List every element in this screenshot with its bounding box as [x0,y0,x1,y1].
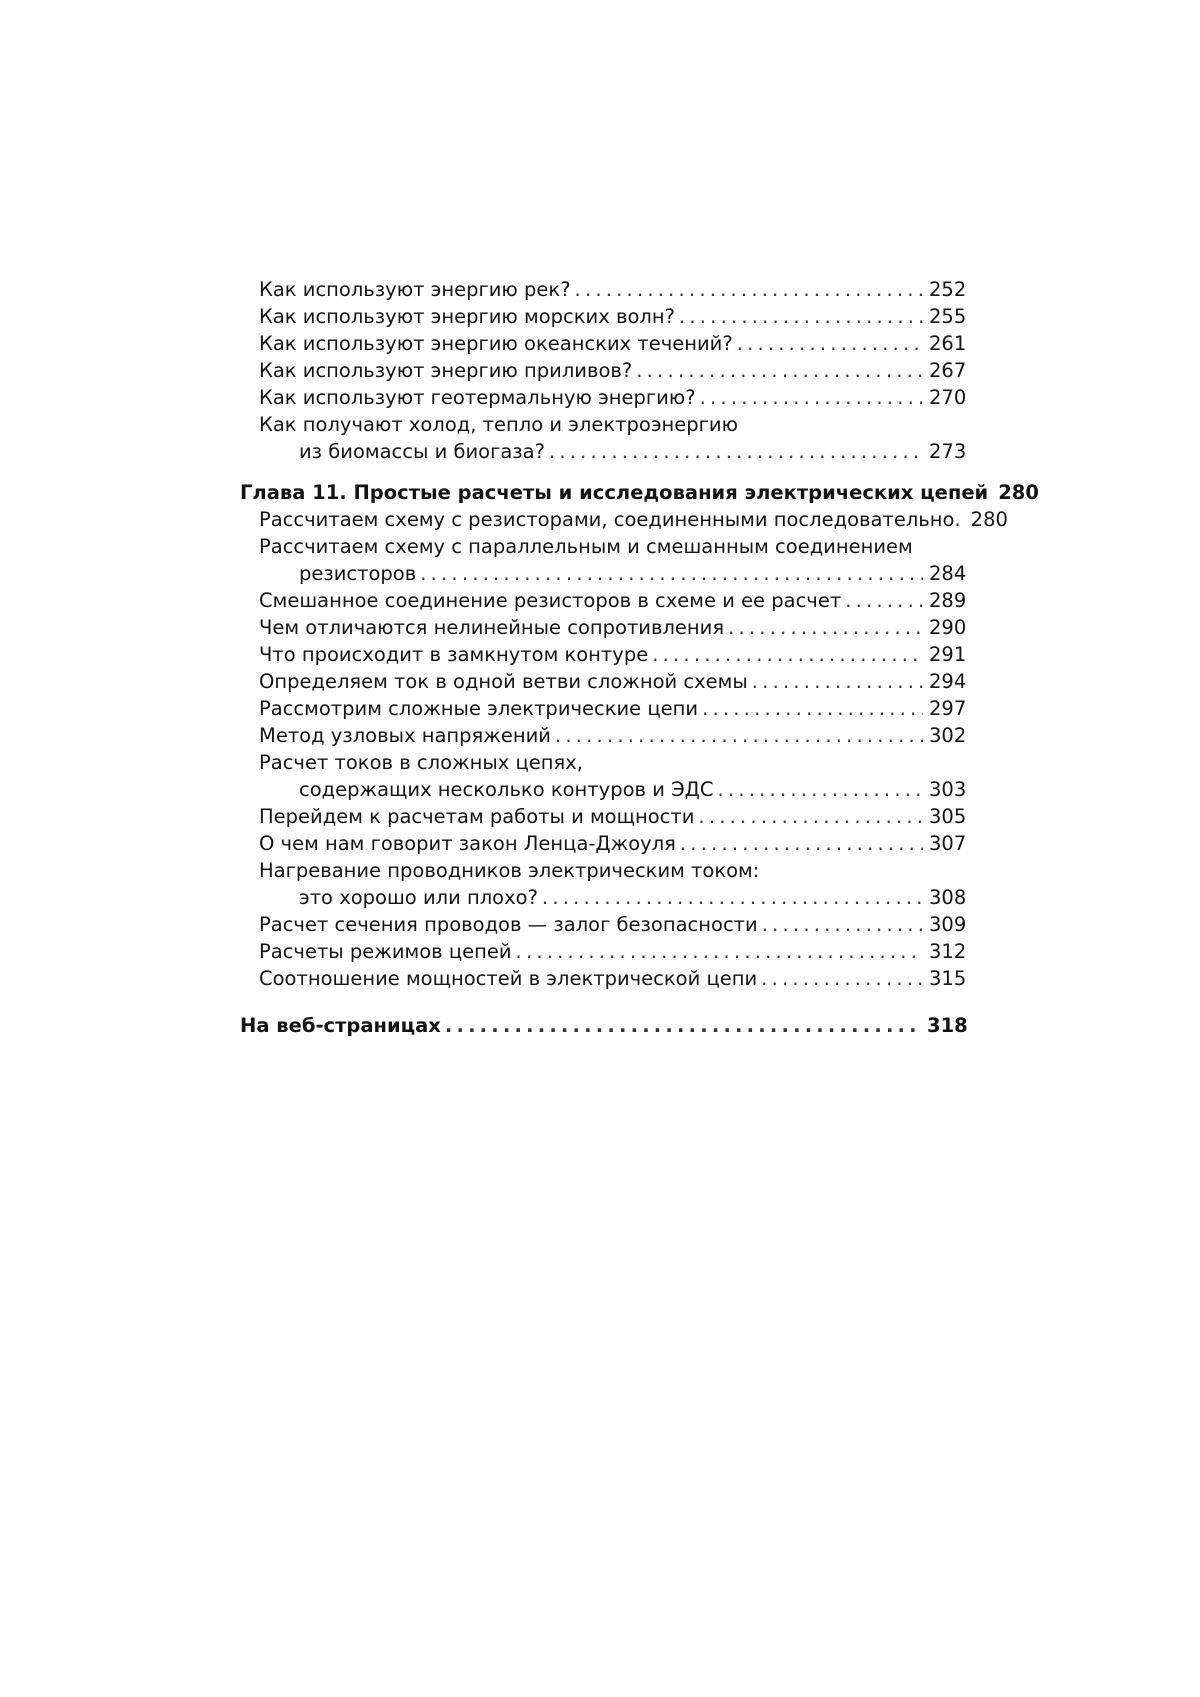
toc-page-number: 289 [929,589,967,612]
toc-page-number: 252 [929,278,967,301]
toc-entry-title: Как получают холод, тепло и электроэнергию [259,413,738,436]
toc-entry-parallel-line1 [240,533,965,560]
toc-entry-heating-line1 [240,857,965,884]
toc-page-number: 308 [929,886,967,909]
toc-entry-title: Расчет токов в сложных цепях, [259,751,583,774]
toc-entry-ocean-currents [240,330,965,357]
toc-entry-title: Соотношение мощностей в электрической цепи [259,967,758,990]
toc-entry-title: Рассчитаем схему с резисторами, соединенными последовательно. [259,508,961,531]
leader-dots [700,384,923,411]
toc-entry-heating-line2 [240,884,965,911]
toc-entry-title: Как используют энергию рек? [259,278,571,301]
toc-page-number: 270 [929,386,967,409]
toc-page-number: 280 [998,481,1039,504]
toc-page-number: 261 [929,332,967,355]
toc-page-number: 305 [929,805,967,828]
toc-entry-complex-circuits [240,695,965,722]
toc-entry-title: Рассмотрим сложные электрические цепи [259,697,699,720]
leader-dots [555,722,923,749]
leader-dots [636,357,923,384]
toc-entry-geothermal [240,384,965,411]
toc-page-number: 280 [970,508,1008,531]
leader-dots [542,884,923,911]
toc-page-number: 309 [929,913,967,936]
toc-entry-title: Рассчитаем схему с параллельным и смешанным соединением [259,535,913,558]
toc-entry-title-continued: это хорошо или плохо? [299,886,538,909]
toc-page-number: 315 [929,967,967,990]
toc-entry-title: Что происходит в замкнутом контуре [259,643,649,666]
toc-entry-title: Нагревание проводников электрическим током: [259,859,760,882]
leader-dots [728,614,923,641]
leader-dots [516,938,923,965]
toc-entry-currents-line1 [240,749,965,776]
toc-entry-title: О чем нам говорит закон Ленца-Джоуля [259,832,676,855]
toc-chapter-title: На веб-страницах [240,1014,441,1037]
leader-dots [762,911,923,938]
toc-entry-parallel-line2 [240,560,965,587]
toc-entry-title: Как используют энергию приливов? [259,359,633,382]
toc-entry-title-continued: содержащих несколько контуров и ЭДС [299,778,714,801]
leader-dots [680,830,923,857]
toc-entry-work-power [240,803,965,830]
toc-entry-title: Как используют энергию морских волн? [259,305,675,328]
leader-dots [752,668,923,695]
toc-entry-biomass-line2 [240,438,965,465]
toc-page-number: 290 [929,616,967,639]
toc-entry-sea-waves [240,303,965,330]
toc-page-number: 273 [929,440,967,463]
toc-entry-title: Как используют энергию океанских течений? [259,332,733,355]
leader-dots [420,560,923,587]
toc-entry-joule-lenz [240,830,965,857]
toc-entry-title: Смешанное соединение резисторов в схеме и ее расчет [259,589,842,612]
toc-entry-currents-line2 [240,776,965,803]
toc-entry-rivers [240,276,965,303]
toc-entry-tides [240,357,965,384]
leader-dots [698,803,923,830]
toc-entry-title: Перейдем к расчетам работы и мощности [259,805,695,828]
toc-chapter-11 [240,479,1039,506]
leader-dots [761,965,923,992]
toc-entry-title: Метод узловых напряжений [259,724,551,747]
leader-dots [702,695,923,722]
toc-entry-title-continued: из биомассы и биогаза? [299,440,545,463]
toc-entry-branch-current [240,668,965,695]
leader-dots [575,276,923,303]
toc-entry-title: Расчеты режимов цепей [259,940,512,963]
toc-entry-title: Определяем ток в одной ветви сложной схемы [259,670,748,693]
toc-entry-biomass-line1 [240,411,965,438]
toc-entry-closed-loop [240,641,965,668]
toc-entry-power-ratio [240,965,965,992]
leader-dots [549,438,923,465]
toc-entry-nodal-voltages [240,722,965,749]
toc-page-number: 284 [929,562,967,585]
toc-entry-title: Чем отличаются нелинейные сопротивления [259,616,725,639]
leader-dots [679,303,923,330]
toc-entry-nonlinear [240,614,965,641]
toc-page-number: 294 [929,670,967,693]
toc-entry-circuit-modes [240,938,965,965]
toc-page-number: 291 [929,643,967,666]
toc-page-number: 297 [929,697,967,720]
toc-web-pages [240,1012,968,1039]
toc-page-number: 255 [929,305,967,328]
leader-dots [737,330,923,357]
toc-page-number: 318 [927,1014,968,1037]
toc-entry-mixed-connection [240,587,965,614]
toc-page-number: 302 [929,724,967,747]
toc-chapter-title: Глава 11. Простые расчеты и исследования электрических цепей [240,481,989,504]
toc-page-number: 267 [929,359,967,382]
toc-entry-title: Как используют геотермальную энергию? [259,386,696,409]
toc-entry-title-continued: резисторов [299,562,417,585]
toc-entry-wire-section [240,911,965,938]
toc-page-number: 307 [929,832,967,855]
toc-page-number: 312 [929,940,967,963]
leader-dots [445,1012,921,1039]
leader-dots [718,776,923,803]
leader-dots [652,641,923,668]
leader-dots [845,587,923,614]
toc-entry-series-resistors [240,506,1008,533]
toc-page-number: 303 [929,778,967,801]
table-of-contents [240,276,1039,1039]
toc-entry-title: Расчет сечения проводов — залог безопасности [259,913,758,936]
